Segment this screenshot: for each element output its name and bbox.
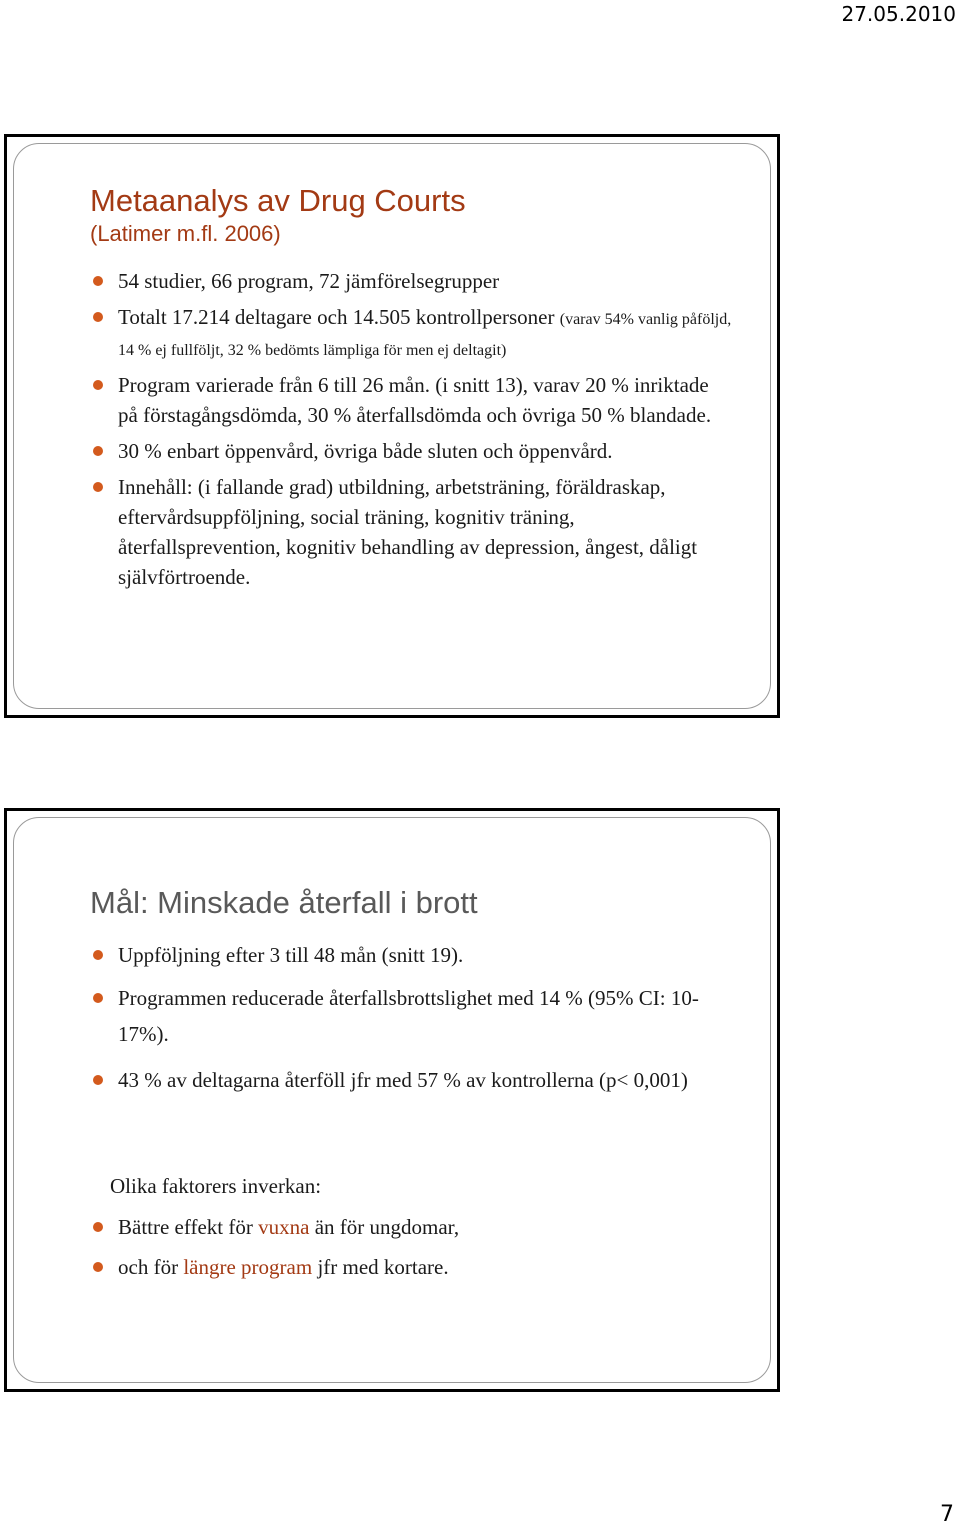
bullet-item [92,436,732,466]
slide-subtitle: (Latimer m.fl. 2006) [90,221,281,247]
bullet-dot-icon [93,446,103,456]
bullet-dot-icon [93,1222,103,1232]
bullet-item [92,370,732,430]
bullet-text: Programmen reducerade återfallsbrottslighet med 14 % (95% CI: 10-17%). [118,986,699,1046]
factors-heading: Olika faktorers inverkan: [110,1174,322,1198]
slide-title: Mål: Minskade återfall i brott [90,885,478,920]
factor-accent-text: längre program [183,1255,313,1279]
bullet-item [92,940,732,970]
page-date: 27.05.2010 [841,2,956,26]
bullet-dot-icon [93,312,103,322]
bullet-dot-icon [93,993,103,1003]
bullet-list [92,940,732,1098]
factor-accent-text: vuxna [258,1215,310,1239]
slide-title-text: Metaanalys av Drug Courts [90,183,466,218]
bullet-dot-icon [93,276,103,286]
bullet-item [92,472,732,592]
bullet-dot-icon [93,950,103,960]
bullet-text: Uppföljning efter 3 till 48 mån (snitt 19). [118,943,464,967]
factor-text: och för [118,1255,184,1279]
slide-content-area [13,143,771,709]
slide-metaanalys [4,134,780,718]
bullet-text: Program varierade från 6 till 26 mån. (i snitt 13), varav 20 % inriktade på förstagångsdömda, 30 % återfallsdömda och övriga 50 % blandade. [118,373,712,427]
bullet-item [92,302,732,364]
bullet-item [92,980,732,1052]
bullet-dot-icon [93,1075,103,1085]
factor-text: Bättre effekt för [118,1215,259,1239]
bullet-dot-icon [93,482,103,492]
bullet-text: 54 studier, 66 program, 72 jämförelsegrupper [118,269,500,293]
bullet-text: 43 % av deltagarna återföll jfr med 57 % av kontrollerna (p< 0,001) [118,1068,688,1092]
bullet-dot-icon [93,1262,103,1272]
factor-item [92,1252,732,1282]
factors-list [92,1212,732,1282]
factor-text: än för ungdomar, [309,1215,460,1239]
factor-item [92,1212,732,1242]
factor-text: jfr med kortare. [312,1255,449,1279]
slide-title [90,184,466,246]
page-number: 7 [940,1502,954,1527]
bullet-dot-icon [93,380,103,390]
bullet-text: Innehåll: (i fallande grad) utbildning, arbetsträning, föräldraskap, eftervårdsuppföljning, social träning, kognitiv träning, återfallsprevention, kognitiv behandling av depression, ångest, dåligt självförtroende. [118,475,698,589]
bullet-item [92,1062,732,1098]
bullet-text: Totalt 17.214 deltagare och 14.505 kontrollpersoner [118,305,560,329]
bullet-item [92,266,732,296]
slide-content-area [13,817,771,1383]
bullet-small-text: (varav 54% vanlig påföljd, 14 % ej fullföljt, 32 % bedömts lämpliga för men ej deltagit) [118,311,732,359]
bullet-text: 30 % enbart öppenvård, övriga både sluten och öppenvård. [118,439,613,463]
slide-mal [4,808,780,1392]
bullet-list [92,266,732,592]
